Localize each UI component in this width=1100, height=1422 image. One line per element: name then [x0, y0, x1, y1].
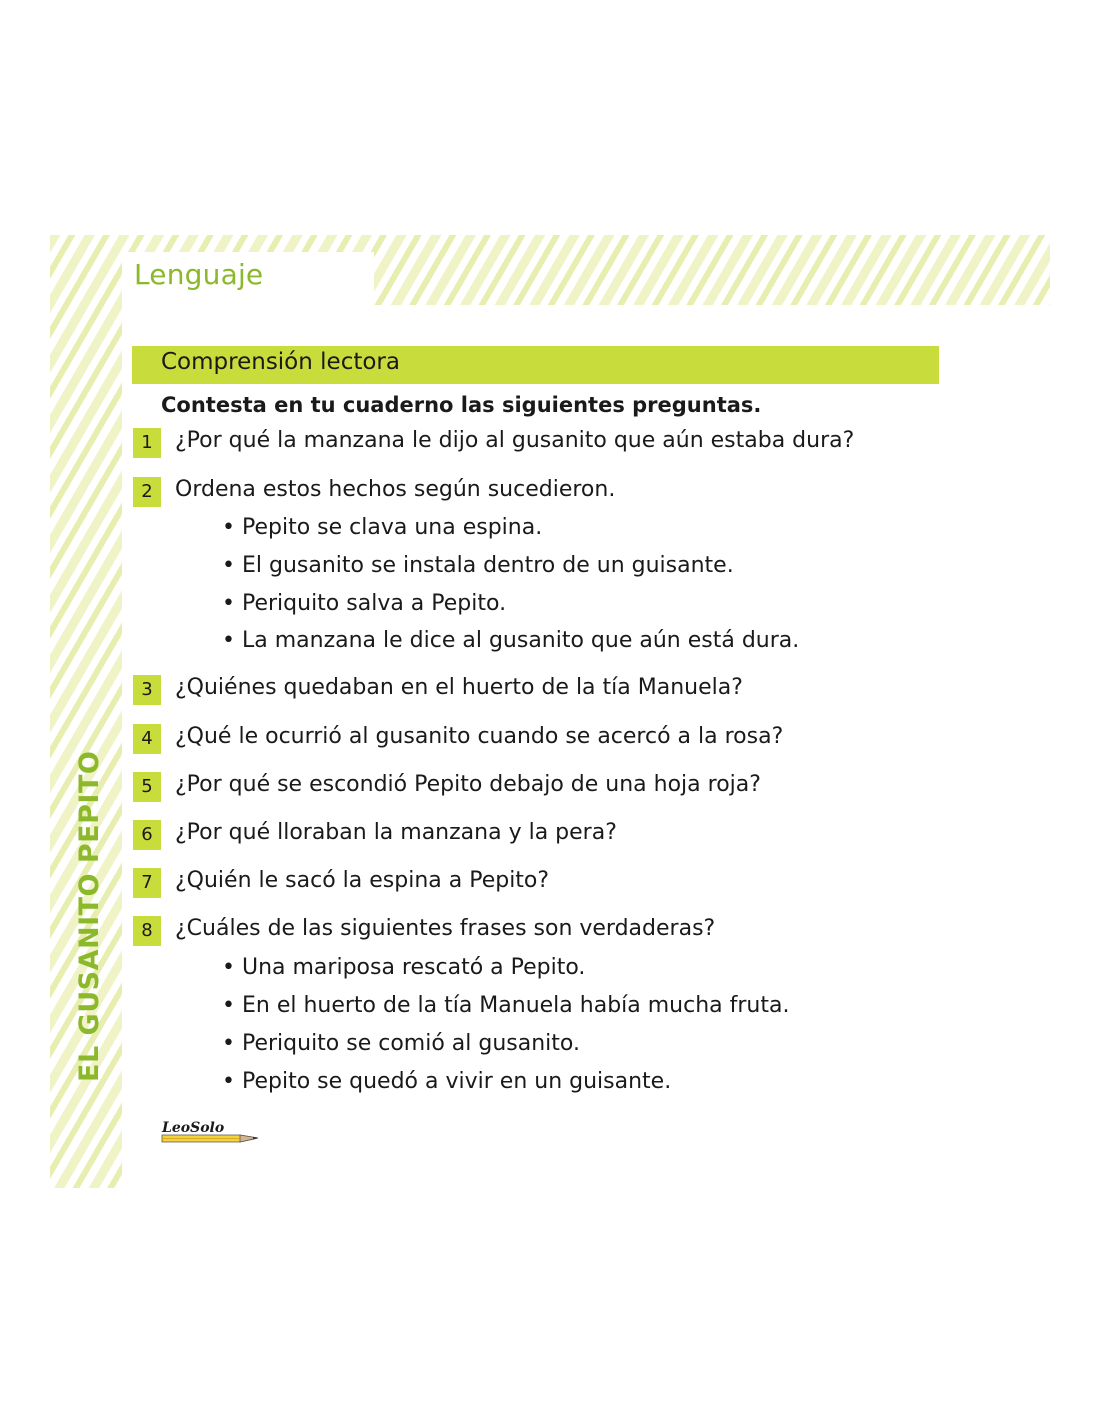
list-item: • Pepito se quedó a vivir en un guisante. — [222, 1069, 672, 1094]
list-item-text: Periquito se comió al gusanito. — [241, 1031, 580, 1056]
list-item-text: Una mariposa rescató a Pepito. — [241, 955, 586, 980]
question-number-3: 3 — [133, 675, 161, 705]
question-number-8: 8 — [133, 916, 161, 946]
question-7-text: ¿Quién le sacó la espina a Pepito? — [175, 868, 550, 893]
list-item: • Periquito se comió al gusanito. — [222, 1031, 580, 1056]
question-number-6: 6 — [133, 820, 161, 850]
list-item-text: En el huerto de la tía Manuela había mucha fruta. — [241, 993, 790, 1018]
list-item-text: El gusanito se instala dentro de un guisante. — [241, 553, 734, 578]
question-2-text: Ordena estos hechos según sucedieron. — [175, 477, 616, 502]
question-number-5: 5 — [133, 772, 161, 802]
question-8-text: ¿Cuáles de las siguientes frases son verdaderas? — [175, 916, 716, 941]
leosolo-logo — [160, 1118, 262, 1150]
question-1-text: ¿Por qué la manzana le dijo al gusanito que aún estaba dura? — [175, 428, 855, 453]
question-6-text: ¿Por qué lloraban la manzana y la pera? — [175, 820, 617, 845]
section-title: Comprensión lectora — [161, 349, 400, 375]
list-item: • Una mariposa rescató a Pepito. — [222, 955, 586, 980]
question-4-text: ¿Qué le ocurrió al gusanito cuando se acercó a la rosa? — [175, 724, 784, 749]
list-item-text: Periquito salva a Pepito. — [241, 591, 507, 616]
list-item: • Periquito salva a Pepito. — [222, 591, 507, 616]
question-number-4: 4 — [133, 724, 161, 754]
question-number-7: 7 — [133, 868, 161, 898]
logo-text: LeoSolo — [162, 1120, 225, 1136]
list-item: • El gusanito se instala dentro de un guisante. — [222, 553, 734, 578]
subject-title: Lenguaje — [134, 258, 264, 291]
list-item-text: La manzana le dice al gusanito que aún está dura. — [241, 628, 800, 653]
list-item: • La manzana le dice al gusanito que aún está dura. — [222, 628, 800, 653]
instruction-text: Contesta en tu cuaderno las siguientes preguntas. — [161, 393, 762, 417]
question-number-2: 2 — [133, 477, 161, 507]
question-3-text: ¿Quiénes quedaban en el huerto de la tía Manuela? — [175, 675, 743, 700]
question-number-1: 1 — [133, 428, 161, 458]
list-item-text: Pepito se clava una espina. — [241, 515, 543, 540]
list-item: • Pepito se clava una espina. — [222, 515, 543, 540]
list-item-text: Pepito se quedó a vivir en un guisante. — [241, 1069, 672, 1094]
question-5-text: ¿Por qué se escondió Pepito debajo de una hoja roja? — [175, 772, 761, 797]
list-item: • En el huerto de la tía Manuela había mucha fruta. — [222, 993, 790, 1018]
side-title: EL GUSANITO PEPITO — [74, 750, 105, 1082]
